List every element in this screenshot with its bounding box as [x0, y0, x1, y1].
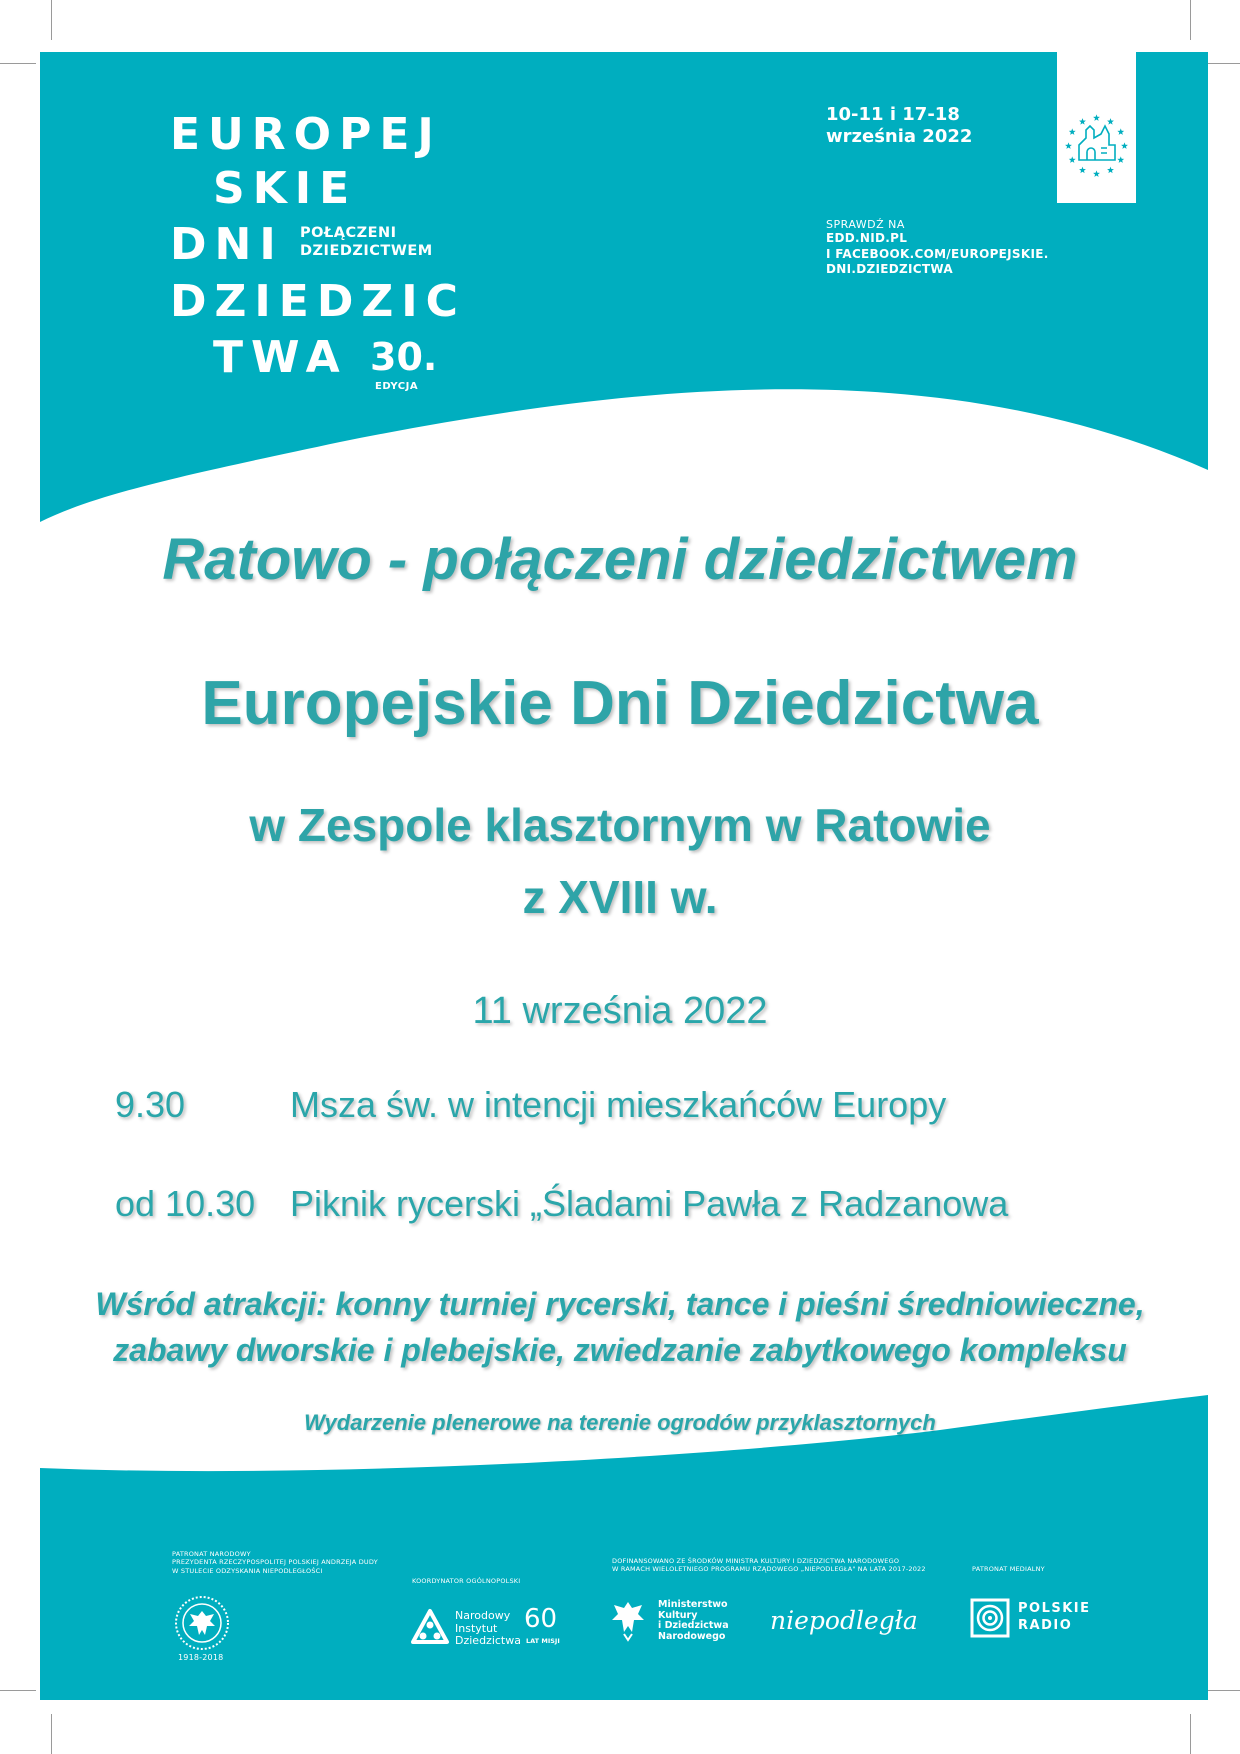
venue-line-2: z XVIII w.	[522, 871, 718, 923]
nid-name: Narodowy Instytut Dziedzictwa	[455, 1609, 521, 1648]
crop-mark	[1190, 0, 1191, 40]
polskie-radio-name: POLSKIE RADIO	[1018, 1601, 1091, 1633]
eagle-seal-icon	[172, 1593, 232, 1653]
ministry-name: Ministerstwo Kultury i Dziedzictwa Narodowego	[658, 1599, 729, 1642]
logo-line-3: DNI	[170, 219, 284, 270]
coordinator-label: KOORDYNATOR OGÓLNOPOLSKI	[412, 1577, 521, 1585]
eu-emblem-box	[1057, 52, 1136, 203]
eu-star-icon	[1107, 167, 1114, 174]
logo-edition-label: EDYCJA	[375, 381, 419, 392]
eu-star-icon	[1107, 118, 1114, 125]
ministry-eagle	[610, 1598, 646, 1647]
logo-edition-number: 30.	[370, 335, 438, 379]
eu-star-icon	[1121, 142, 1128, 149]
presidential-eagle-emblem	[172, 1593, 232, 1658]
website-info: SPRAWDŹ NA EDD.NID.PL I FACEBOOK.COM/EUROPEJSKIE. DNI.DZIEDZICTWA	[826, 218, 1049, 277]
link-facebook[interactable]: I FACEBOOK.COM/EUROPEJSKIE.	[826, 246, 1049, 261]
crop-mark	[0, 63, 36, 64]
logo-line-4: DZIEDZIC	[170, 276, 466, 327]
eu-star-icon	[1117, 156, 1124, 163]
eu-star-icon	[1093, 114, 1100, 121]
nid-60-label: LAT MISJI	[526, 1637, 560, 1645]
schedule-time: 9.30	[115, 1084, 186, 1125]
link-edd[interactable]: EDD.NID.PL	[826, 231, 908, 245]
eu-stars-church-icon	[1057, 52, 1136, 203]
patron-label: PATRONAT NARODOWY PREZYDENTA RZECZYPOSPOLITEJ POLSKIEJ ANDRZEJA DUDY W STULECIE ODZYSKANIA NIEPODLEGŁOŚCI	[172, 1550, 378, 1575]
crop-mark	[1205, 1690, 1240, 1691]
attractions-line-2: zabawy dworskie i plebejskie, zwiedzanie zabytkowego kompleksu	[113, 1332, 1127, 1368]
schedule-event: Msza św. w intencji mieszkańców Europy	[290, 1084, 947, 1125]
outdoor-note: Wydarzenie plenerowe na terenie ogrodów przyklasztornych	[304, 1410, 936, 1435]
eagle-icon	[610, 1598, 646, 1642]
eu-star-icon	[1079, 167, 1086, 174]
funding-label: DOFINANSOWANO ZE ŚRODKÓW MINISTRA KULTURY I DZIEDZICTWA NARODOWEGO W RAMACH WIELOLETNIEGO PROGRAMU RZĄDOWEGO „NIEPODLEGŁA" NA LATA 2017-2022	[612, 1557, 926, 1574]
patron-years: 1918-2018	[178, 1653, 224, 1662]
eu-star-icon	[1069, 128, 1076, 135]
crop-mark	[0, 1690, 36, 1691]
logo-line-1: EUROPEJ	[170, 109, 442, 160]
niepodlegla-logo: niepodległa	[770, 1606, 918, 1635]
eu-star-icon	[1093, 170, 1100, 177]
event-dates: 10-11 i 17-18 września 2022	[826, 104, 973, 147]
attractions-line-1: Wśród atrakcji: konny turniej rycerski, tance i pieśni średniowieczne,	[95, 1286, 1145, 1322]
eu-star-icon	[1069, 156, 1076, 163]
schedule-event: Piknik rycerski „Śladami Pawła z Radzanowa	[290, 1183, 1009, 1224]
polskie-radio-logo	[970, 1598, 1010, 1643]
event-date: 11 września 2022	[472, 990, 768, 1032]
crop-mark	[51, 0, 52, 40]
venue-line-1: w Zespole klasztornym w Ratowie	[249, 799, 991, 851]
nid-60-years: 60	[524, 1604, 558, 1634]
schedule-time: od 10.30	[115, 1183, 256, 1224]
eu-star-icon	[1079, 118, 1086, 125]
nid-triangle-icon	[410, 1608, 450, 1648]
radio-waves-icon	[970, 1598, 1010, 1638]
crop-mark	[51, 1714, 52, 1754]
event-title: Europejskie Dni Dziedzictwa	[201, 669, 1039, 738]
eu-star-icon	[1065, 142, 1072, 149]
logo-line-2: SKIE	[213, 163, 358, 214]
logo-line-5: TWA	[213, 332, 348, 383]
logo-motto: POŁĄCZENI DZIEDZICTWEM	[300, 225, 433, 260]
crop-mark	[1205, 63, 1240, 64]
crop-mark	[1190, 1714, 1191, 1754]
media-patron-label: PATRONAT MEDIALNY	[972, 1565, 1045, 1573]
nid-logo	[410, 1608, 450, 1653]
eu-star-icon	[1117, 128, 1124, 135]
event-title-italic: Ratowo - połączeni dziedzictwem	[162, 527, 1078, 592]
